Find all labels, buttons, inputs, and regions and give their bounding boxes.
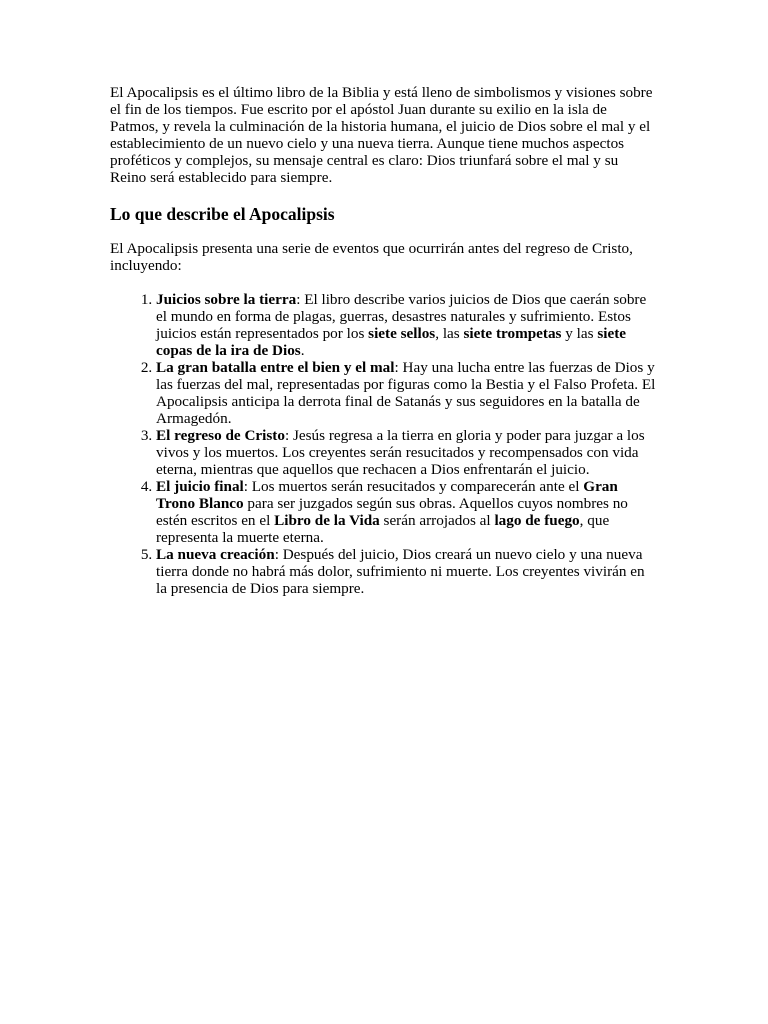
list-item [156, 291, 658, 359]
item-text: , las [435, 325, 464, 342]
list-item [156, 546, 658, 597]
item-text: : Hay una lucha entre las fuerzas de Dios y las fuerzas del mal, representadas por figuras como la Bestia y el Falso Profeta. El Apocalipsis anticipa la derrota final de Satanás y sus seguidores en la batalla de Armagedón. [156, 359, 656, 427]
list-item [156, 478, 658, 546]
events-list [110, 291, 658, 597]
item-emphasis: siete copas de la ira de Dios [156, 325, 626, 359]
item-title: La nueva creación [156, 546, 275, 563]
item-emphasis: siete trompetas [463, 325, 562, 342]
item-text: : Jesús regresa a la tierra en gloria y poder para juzgar a los vivos y los muertos. Los creyentes serán resucitados y recompensados con vida eterna, mientras que aquellos que rechacen a Dios enfrentarán el juicio. [156, 427, 645, 478]
section-intro-paragraph: El Apocalipsis presenta una serie de eventos que ocurrirán antes del regreso de Cristo, incluyendo: [110, 240, 633, 274]
item-text: : El libro describe varios juicios de Dios que caerán sobre el mundo en forma de plagas, guerras, desastres naturales y sufrimiento. Estos juicios están representados por los [156, 291, 647, 342]
item-title: Juicios sobre la tierra [156, 291, 297, 308]
item-text: y las [561, 325, 598, 342]
list-item [156, 359, 658, 427]
item-title: El regreso de Cristo [156, 427, 285, 444]
item-text: . [300, 342, 305, 359]
list-item [156, 427, 658, 478]
item-text: para ser juzgados según sus obras. Aquellos cuyos nombres no estén escritos en el [156, 495, 628, 529]
intro-paragraph: El Apocalipsis es el último libro de la Biblia y está lleno de simbolismos y visiones sobre el fin de los tiempos. Fue escrito por el apóstol Juan durante su exilio en la isla de Patmos, y revela la culminación de la historia humana, el juicio de Dios sobre el mal y el establecimiento de un nuevo cielo y una nueva tierra. Aunque tiene muchos aspectos proféticos y complejos, su mensaje central es claro: Dios triunfará sobre el mal y su Reino será establecido para siempre. [110, 84, 653, 186]
item-text: serán arrojados al [379, 512, 495, 529]
item-text: : Los muertos serán resucitados y comparecerán ante el [243, 478, 584, 495]
item-text: : Después del juicio, Dios creará un nuevo cielo y una nueva tierra donde no habrá más dolor, sufrimiento ni muerte. Los creyentes vivirán en la presencia de Dios para siempre. [156, 546, 645, 597]
section-heading: Lo que describe el Apocalipsis [110, 204, 335, 224]
item-text: , que representa la muerte eterna. [156, 512, 610, 546]
item-emphasis: Libro de la Vida [274, 512, 380, 529]
item-title: La gran batalla entre el bien y el mal [156, 359, 395, 376]
item-emphasis: lago de fuego [494, 512, 580, 529]
item-title: El juicio final [156, 478, 244, 495]
item-emphasis: Gran Trono Blanco [156, 478, 618, 512]
item-emphasis: siete sellos [368, 325, 436, 342]
